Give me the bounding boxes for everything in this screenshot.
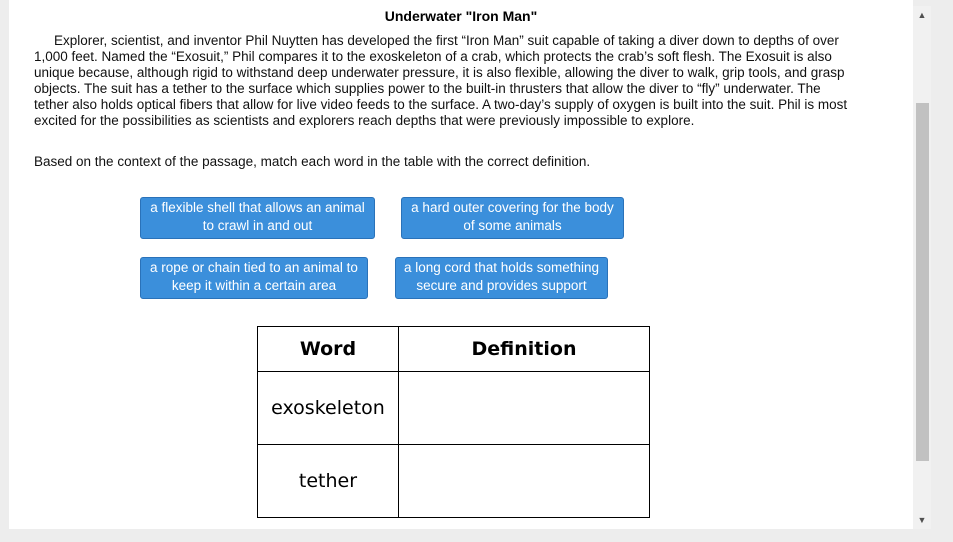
passage-title: Underwater "Iron Man": [384, 8, 538, 24]
choice-flexible-shell[interactable]: a flexible shell that allows an animal to crawl in and out: [140, 197, 375, 239]
choice-hard-outer-covering[interactable]: a hard outer covering for the body of some animals: [401, 197, 624, 239]
top-edge-marks: ˙ ¯: [104, 0, 115, 8]
word-cell-tether: tether: [258, 445, 399, 518]
question-panel: [9, 0, 913, 529]
choice-rope-or-chain[interactable]: a rope or chain tied to an animal to keep it within a certain area: [140, 257, 368, 299]
vertical-scrollbar[interactable]: [913, 6, 931, 529]
table-header-row: [258, 327, 650, 372]
definition-drop-zone-exoskeleton[interactable]: [399, 372, 650, 445]
table-row: [258, 372, 650, 445]
passage-body: Explorer, scientist, and inventor Phil Nuytten has developed the first “Iron Man” suit capable of taking a diver down to depths of over 1,000 feet. Named the “Exosuit,” Phil compares it to the exoskeleton of a crab, which protects the crab’s soft flesh. The Exosuit is also unique because, although rigid to withstand deep underwater pressure, it is also flexible, allowing the diver to walk, grip tools, and grasp objects. The suit has a tether to the surface which supplies power to the built-in thrusters that allow the diver to “fly” underwater. The tether also holds optical fibers that allow for live video feeds to the surface. A two-day’s supply of oxygen is built into the suit. Phil is most excited for the possibilities as scientists and explorers reach depths that were previously impossible to explore.: [34, 33, 848, 128]
table-row: [258, 445, 650, 518]
instruction-text: Based on the context of the passage, match each word in the table with the correct definition.: [34, 154, 591, 169]
scroll-thumb[interactable]: [916, 103, 929, 461]
scroll-up-arrow-icon[interactable]: ▲: [917, 10, 927, 20]
header-definition: Definition: [399, 327, 650, 372]
word-cell-exoskeleton: exoskeleton: [258, 372, 399, 445]
definition-drop-zone-tether[interactable]: [399, 445, 650, 518]
header-word: Word: [258, 327, 399, 372]
choice-long-cord[interactable]: a long cord that holds something secure and provides support: [395, 257, 608, 299]
scroll-down-arrow-icon[interactable]: ▼: [917, 515, 927, 525]
match-table: [257, 326, 650, 518]
